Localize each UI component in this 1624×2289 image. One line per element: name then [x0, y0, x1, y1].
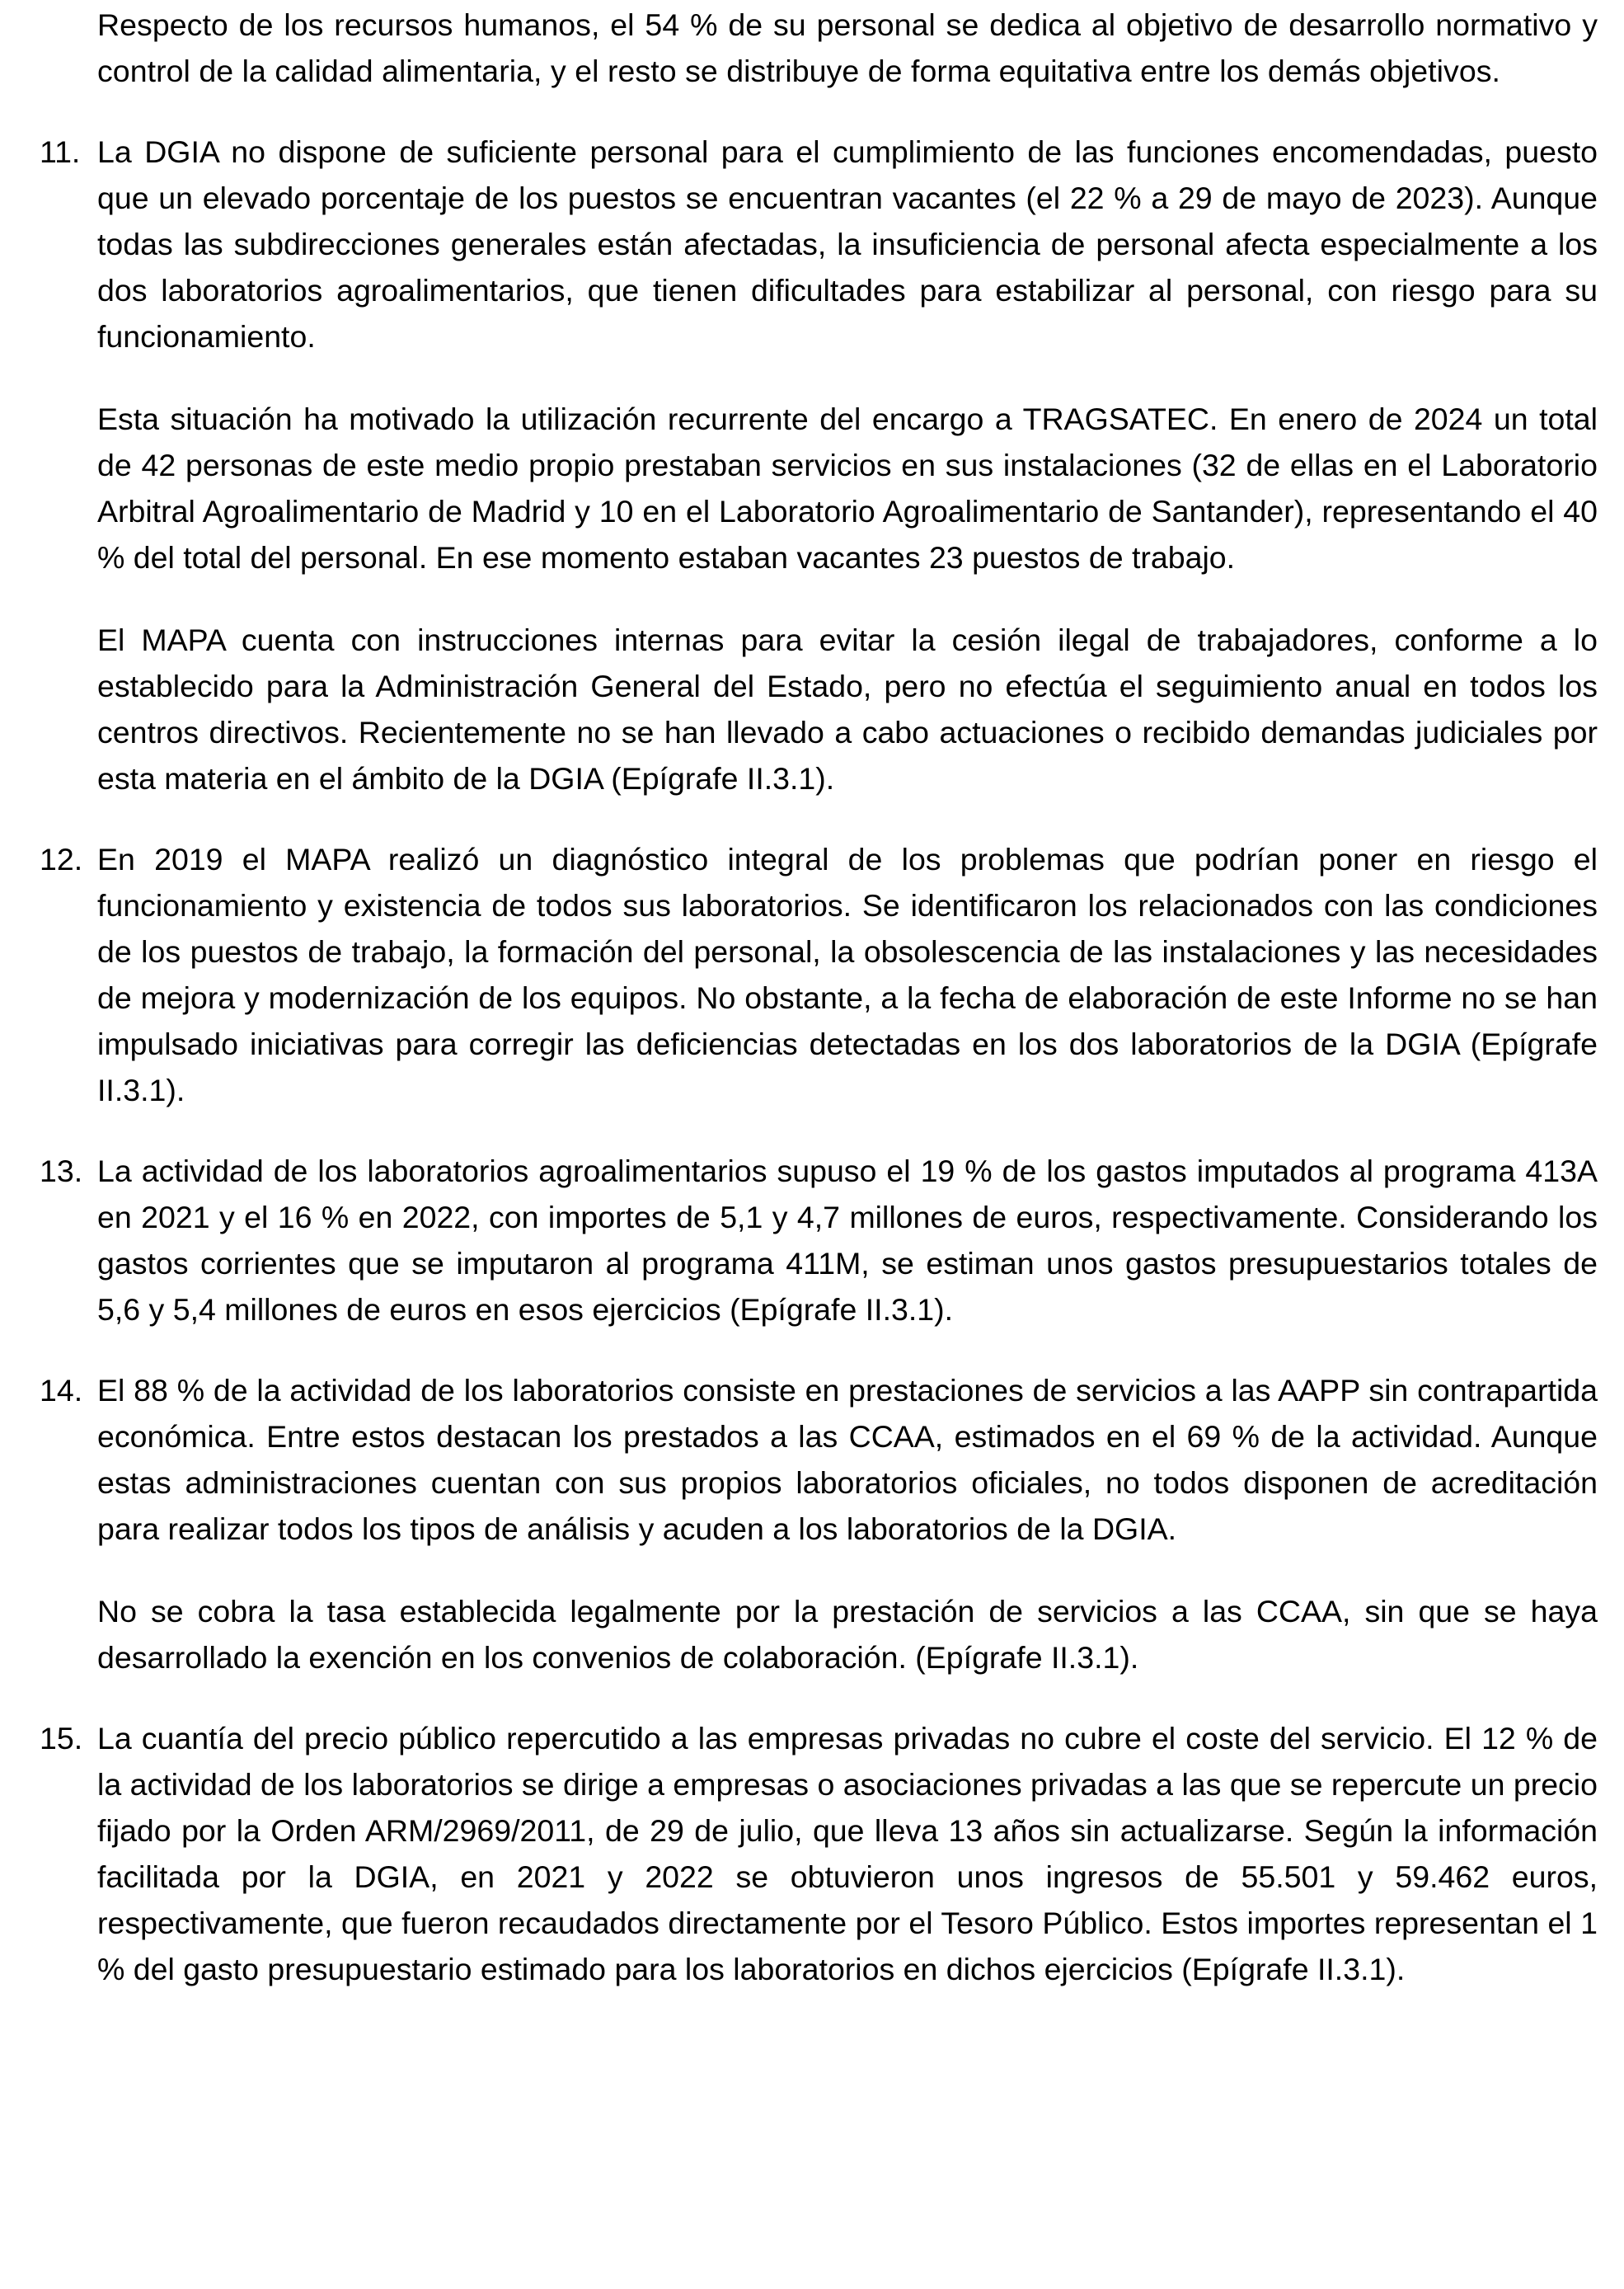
block-spacer: [40, 1333, 1598, 1367]
list-item-11: [40, 129, 1598, 801]
list-item-11-paragraph-3: El MAPA cuenta con instrucciones internas para evitar la cesión ilegal de trabajadores, conforme a lo establecido para la Administración General del Estado, pero no efectúa el seguimiento anual en todos los centros directivos. Recientemente no se han llevado a cabo actuaciones o recibido demandas judiciales por esta materia en el ámbito de la DGIA (Epígrafe II.3.1).: [97, 623, 1598, 796]
list-item-13-body: [97, 1148, 1598, 1333]
paragraph-spacer: [97, 360, 1598, 396]
list-item-13-paragraph-1: La actividad de los laboratorios agroalimentarios supuso el 19 % de los gastos imputados al programa 413A en 2021 y el 16 % en 2022, con importes de 5,1 y 4,7 millones de euros, respectivamente. Considerando los gastos corrientes que se imputaron al programa 411M, se estiman unos gastos presupuestarios totales de 5,6 y 5,4 millones de euros en esos ejercicios (Epígrafe II.3.1).: [97, 1154, 1598, 1327]
list-item-11-paragraph-1: La DGIA no dispone de suficiente personal para el cumplimiento de las funciones encomendadas, puesto que un elevado porcentaje de los puestos se encuentran vacantes (el 22 % a 29 de mayo de 2023). Aunque todas las subdirecciones generales están afectadas, la insuficiencia de personal afecta especialmente a los dos laboratorios agroalimentarios, que tienen dificultades para estabilizar al personal, con riesgo para su funcionamiento.: [97, 134, 1598, 354]
list-item-11-paragraph-2: Esta situación ha motivado la utilización recurrente del encargo a TRAGSATEC. En enero de 2024 un total de 42 personas de este medio propio prestaban servicios en sus instalaciones (32 de ellas en el Laboratorio Arbitral Agroalimentario de Madrid y 10 en el Laboratorio Agroalimentario de Santander), representando el 40 % del total del personal. En ese momento estaban vacantes 23 puestos de trabajo.: [97, 402, 1598, 575]
block-spacer: [40, 94, 1598, 129]
list-item-12-number: 12.: [40, 842, 83, 877]
list-item-15-body: [97, 1715, 1598, 1992]
list-item-12-paragraph-1: En 2019 el MAPA realizó un diagnóstico integral de los problemas que podrían poner en riesgo el funcionamiento y existencia de todos sus laboratorios. Se identificaron los relacionados con las condiciones de los puestos de trabajo, la formación del personal, la obsolescencia de las instalaciones y las necesidades de mejora y modernización de los equipos. No obstante, a la fecha de elaboración de este Informe no se han impulsado iniciativas para corregir las deficiencias detectadas en los dos laboratorios de la DGIA (Epígrafe II.3.1).: [97, 842, 1598, 1107]
paragraph-spacer: [97, 580, 1598, 617]
intro-paragraph-recursos-humanos: Respecto de los recursos humanos, el 54 % de su personal se dedica al objetivo de desarrollo normativo y control de la calidad alimentaria, y el resto se distribuye de forma equitativa entre los demás objetivos.: [97, 7, 1598, 88]
block-spacer: [40, 1113, 1598, 1148]
list-item-12-body: [97, 836, 1598, 1113]
list-item-14-body: [97, 1367, 1598, 1680]
list-item-14-number: 14.: [40, 1373, 83, 1408]
list-item-11-number: 11.: [40, 134, 81, 169]
list-item-14-paragraph-2: No se cobra la tasa establecida legalmente por la prestación de servicios a las CCAA, sin que se haya desarrollado la exención en los convenios de colaboración. (Epígrafe II.3.1).: [97, 1594, 1598, 1675]
list-item-13: [40, 1148, 1598, 1333]
list-item-13-number: 13.: [40, 1154, 83, 1188]
list-item-15: [40, 1715, 1598, 1992]
list-item-11-body: [97, 129, 1598, 801]
block-spacer: [40, 1680, 1598, 1715]
list-item-12: [40, 836, 1598, 1113]
list-item-15-number: 15.: [40, 1721, 83, 1756]
paragraph-spacer: [97, 1552, 1598, 1588]
block-spacer: [40, 801, 1598, 836]
document-body: [40, 2, 1598, 1992]
list-item-15-paragraph-1: La cuantía del precio público repercutido a las empresas privadas no cubre el coste del servicio. El 12 % de la actividad de los laboratorios se dirige a empresas o asociaciones privadas a las que se repercute un precio fijado por la Orden ARM/2969/2011, de 29 de julio, que lleva 13 años sin actualizarse. Según la información facilitada por la DGIA, en 2021 y 2022 se obtuvieron unos ingresos de 55.501 y 59.462 euros, respectivamente, que fueron recaudados directamente por el Tesoro Público. Estos importes representan el 1 % del gasto presupuestario estimado para los laboratorios en dichos ejercicios (Epígrafe II.3.1).: [97, 1721, 1598, 1986]
list-item-14-paragraph-1: El 88 % de la actividad de los laboratorios consiste en prestaciones de servicios a las AAPP sin contrapartida económica. Entre estos destacan los prestados a las CCAA, estimados en el 69 % de la actividad. Aunque estas administraciones cuentan con sus propios laboratorios oficiales, no todos disponen de acreditación para realizar todos los tipos de análisis y acuden a los laboratorios de la DGIA.: [97, 1373, 1598, 1546]
list-item-14: [40, 1367, 1598, 1680]
